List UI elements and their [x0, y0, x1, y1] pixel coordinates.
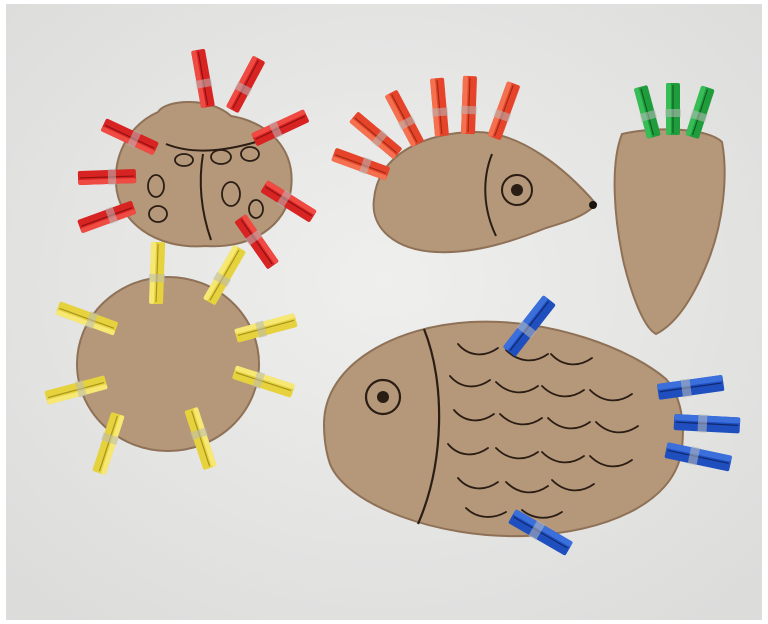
photo	[6, 4, 762, 620]
craft-scene	[6, 4, 762, 620]
